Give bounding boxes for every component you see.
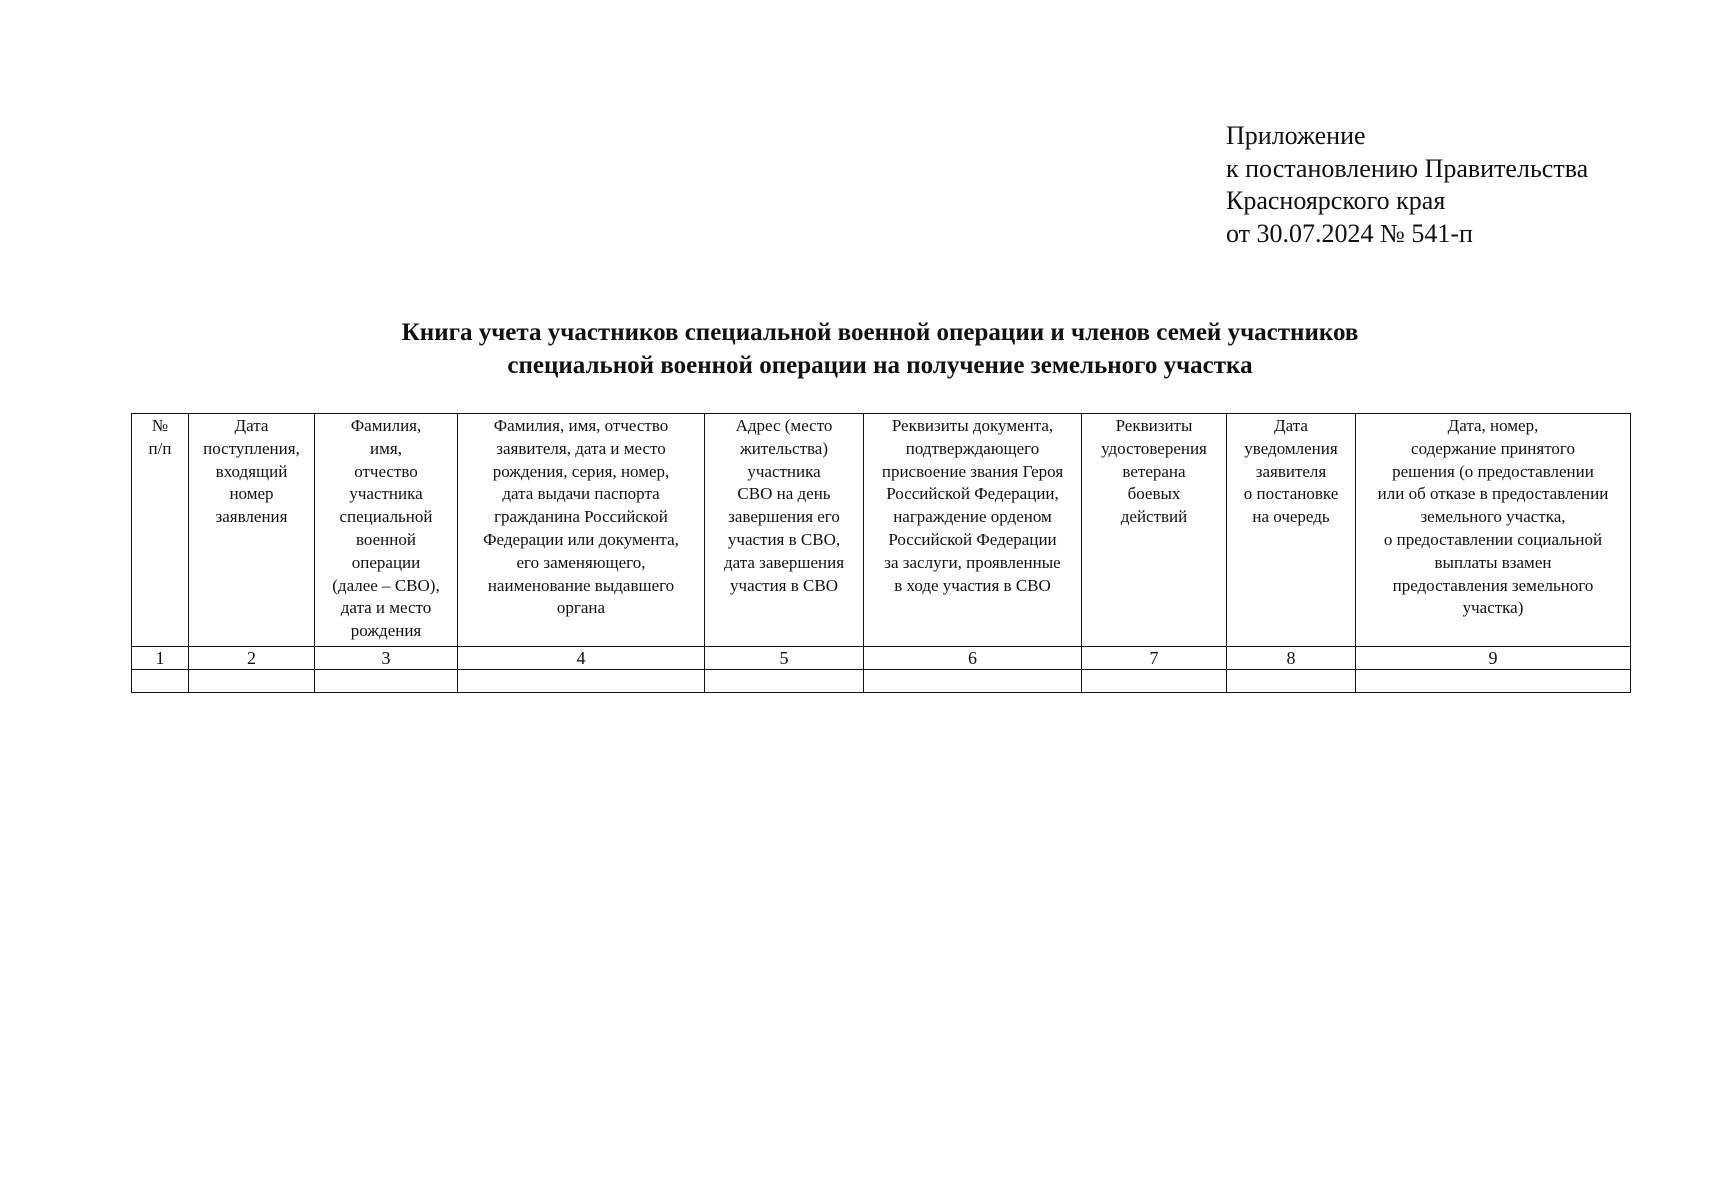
header-line: рождения, серия, номер, — [492, 461, 670, 481]
column-number-cell: 6 — [864, 647, 1082, 670]
empty-cell — [1356, 670, 1631, 693]
header-line: содержание принятого — [1411, 438, 1575, 458]
column-number-cell: 9 — [1356, 647, 1631, 670]
header-cell — [864, 414, 1082, 647]
empty-table-row — [132, 670, 1631, 693]
header-line: Российской Федерации, — [886, 484, 1059, 504]
header-cell — [189, 414, 315, 647]
header-line: награждение орденом — [893, 507, 1052, 527]
header-line: участия в СВО — [730, 575, 838, 595]
column-number-cell: 4 — [458, 647, 705, 670]
empty-cell — [864, 670, 1082, 693]
header-line: операции — [351, 552, 421, 572]
empty-cell — [458, 670, 705, 693]
header-line: гражданина Российской — [494, 507, 668, 527]
header-cell — [458, 414, 705, 647]
header-line: номер — [229, 484, 274, 504]
header-line: земельного участка, — [1420, 507, 1566, 527]
header-line: Адрес (место — [735, 416, 833, 435]
header-line: № — [151, 416, 169, 435]
header-line: Фамилия, имя, отчество — [493, 416, 669, 435]
header-line: входящий — [215, 461, 288, 481]
column-number-cell: 1 — [132, 647, 189, 670]
header-line: Дата — [1274, 416, 1308, 435]
header-line: военной — [356, 529, 416, 549]
header-line: или об отказе в предоставлении — [1377, 484, 1609, 504]
header-line: уведомления — [1244, 438, 1338, 458]
header-line: ветерана — [1122, 461, 1186, 481]
header-line: присвоение звания Героя — [881, 461, 1064, 481]
appendix-line: к постановлению Правительства — [1226, 153, 1589, 183]
header-line: Реквизиты — [1115, 416, 1193, 435]
header-line: заявителя, дата и место — [496, 438, 666, 458]
header-line: наименование выдавшего — [487, 575, 675, 595]
header-line: (далее – СВО), — [332, 575, 440, 595]
header-line: удостоверения — [1101, 438, 1207, 458]
column-number-cell: 8 — [1227, 647, 1356, 670]
empty-cell — [189, 670, 315, 693]
header-line: за заслуги, проявленные — [884, 552, 1061, 572]
column-number-cell: 3 — [315, 647, 458, 670]
appendix-block — [1226, 120, 1588, 250]
header-cell — [1082, 414, 1227, 647]
column-number-cell: 2 — [189, 647, 315, 670]
header-line: заявителя — [1255, 461, 1327, 481]
header-line: Дата, номер, — [1447, 416, 1539, 435]
header-line: специальной — [339, 507, 433, 527]
header-line: решения (о предоставлении — [1392, 461, 1594, 481]
header-line: его заменяющего, — [516, 552, 646, 572]
header-line: участника — [747, 461, 821, 481]
document-title — [130, 316, 1630, 382]
header-line: дата завершения — [723, 552, 845, 572]
appendix-line: Приложение — [1226, 121, 1366, 150]
header-cell — [1227, 414, 1356, 647]
empty-cell — [1082, 670, 1227, 693]
empty-cell — [705, 670, 864, 693]
header-line: подтверждающего — [905, 438, 1040, 458]
header-line: рождения — [350, 621, 422, 641]
header-cell — [132, 414, 189, 647]
column-number-row — [132, 647, 1631, 670]
header-line: завершения его — [728, 507, 840, 527]
empty-cell — [315, 670, 458, 693]
header-line: Дата — [234, 416, 269, 435]
empty-cell — [1227, 670, 1356, 693]
header-line: в ходе участия в СВО — [894, 575, 1051, 595]
header-line: дата выдачи паспорта — [502, 484, 660, 504]
header-line: действий — [1120, 507, 1188, 527]
header-line: на очередь — [1252, 507, 1330, 527]
header-line: о постановке — [1243, 484, 1339, 504]
header-line: о предоставлении социальной — [1383, 529, 1603, 549]
header-line: боевых — [1127, 484, 1181, 504]
title-line: Книга учета участников специальной военной операции и членов семей участников — [401, 319, 1359, 346]
header-line: участника — [349, 484, 423, 504]
header-line: участка) — [1462, 598, 1524, 618]
title-line: специальной военной операции на получение земельного участка — [507, 352, 1253, 379]
header-line: выплаты взамен — [1434, 552, 1552, 572]
header-line: Фамилия, — [350, 416, 422, 435]
column-number-cell: 7 — [1082, 647, 1227, 670]
header-line: поступления, — [203, 438, 300, 458]
column-number-cell: 5 — [705, 647, 864, 670]
header-line: отчество — [354, 461, 418, 481]
appendix-line: Красноярского края — [1226, 186, 1446, 215]
header-line: дата и место — [340, 598, 432, 618]
ledger-table — [131, 413, 1631, 693]
header-row — [132, 414, 1631, 647]
header-line: органа — [556, 598, 606, 618]
header-cell — [705, 414, 864, 647]
header-cell — [315, 414, 458, 647]
header-cell — [1356, 414, 1631, 647]
empty-cell — [132, 670, 189, 693]
header-line: жительства) — [739, 438, 829, 458]
header-line: п/п — [148, 438, 172, 458]
header-line: предоставления земельного — [1392, 575, 1594, 595]
header-line: Реквизиты документа, — [891, 416, 1054, 435]
header-line: Российской Федерации — [888, 529, 1057, 549]
header-line: СВО на день — [737, 484, 831, 504]
appendix-line: от 30.07.2024 № 541-п — [1226, 218, 1473, 248]
header-line: имя, — [370, 438, 402, 458]
header-line: участия в СВО, — [727, 529, 841, 549]
header-line: заявления — [215, 507, 288, 527]
header-line: Федерации или документа, — [483, 529, 679, 549]
